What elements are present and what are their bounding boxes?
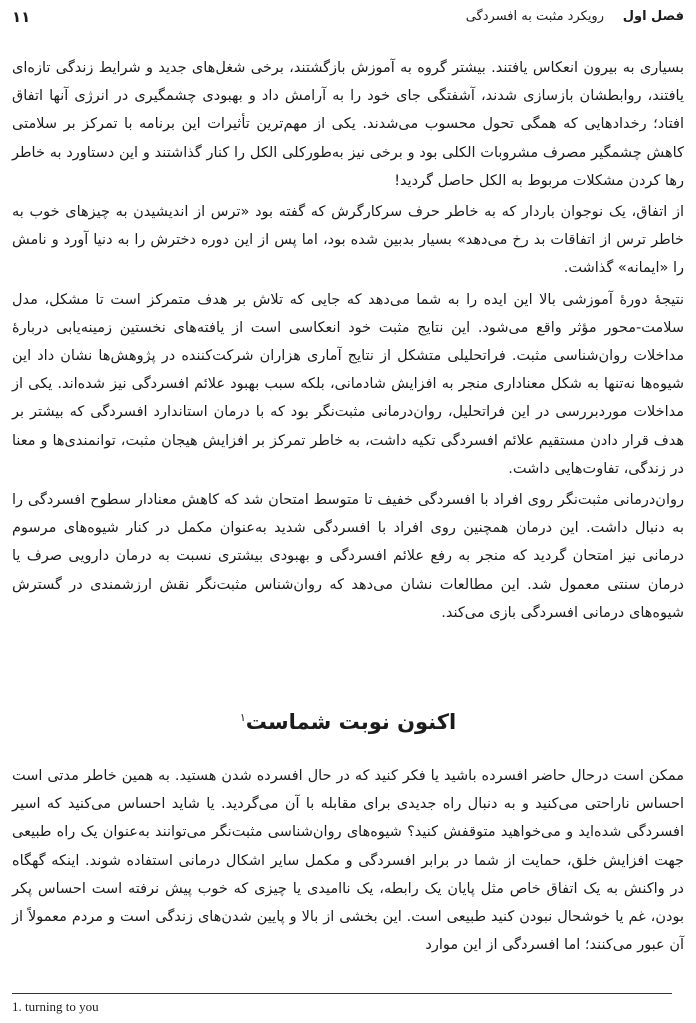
- section-body: [12, 762, 684, 962]
- paragraph-3: نتیجهٔ دورهٔ آموزشی بالا این ایده را به شما می‌دهد که جایی که تلاش بر هدف متمرکز است تا مشکل، مدل سلامت-محور مؤثر واقع می‌شود. این نتایج مثبت خود انعکاسی است از یافته‌های نخستین زمینه‌یابی دربارهٔ مداخلات روان‌شناسی مثبت. فراتحلیلی متشکل از نتایج آماری هزاران شرکت‌کننده در پژوهش‌ها نشان داد این شیوه‌ها نه‌تنها به شکل معناداری منجر به افزایش شادمانی، بلکه سبب بهبود علائم افسردگی نیز شده‌اند. یکی از مداخلات موردبررسی در این فراتحلیل، روان‌درمانی مثبت‌نگر بود که با درمان استاندارد افسردگی که بیشتر بر هدف قرار دادن مستقیم علائم افسردگی تکیه داشت، به خاطر تمرکز بر افزایش هیجان مثبت، توانمندی‌ها و معنا در زندگی، تفاوت‌هایی داشت.: [12, 291, 684, 477]
- section-heading-text: اکنون نوبت شماست: [245, 710, 457, 734]
- chapter-title: رویکرد مثبت به افسردگی: [465, 9, 604, 24]
- paragraph-2: از اتفاق، یک نوجوان باردار که به خاطر حرف سرکارگرش که گفته بود «ترس از اندیشیدن به چیزهای خوب به خاطر ترس از اتفاقات بد رخ می‌دهد» بسیار بدبین شده بود، اما پس از این دوره دخترش را به دنیا آورد و نامش را «ایمانه» گذاشت.: [12, 204, 684, 277]
- paragraph-4: روان‌درمانی مثبت‌نگر روی افراد با افسردگی خفیف تا متوسط امتحان شد که کاهش معنادار سطوح افسردگی را به دنبال داشت. این درمان همچنین روی افراد با افسردگی شدید به‌عنوان مکمل در کنار شیوه‌های مرسوم درمانی نیز امتحان گردید که منجر به رفع علائم افسردگی و بهبودی بیشتری نسبت به درمان دارویی صرف یا درمان سنتی معمول شد. این مطالعات نشان می‌دهد که روان‌شناس مثبت‌نگر نقش ارزشمندی در گسترش شیوه‌های درمانی افسردگی بازی می‌کند.: [12, 492, 684, 621]
- section-paragraph: ممکن است درحال حاضر افسرده باشید یا فکر کنید که در حال افسرده شدن هستید. به همین خاطر مدتی است احساس ناراحتی می‌کنید و به دنبال راه جدیدی برای مقابله با آن می‌گردید. یا شاید احساس می‌کنید که اسیر افسردگی شده‌اید و می‌خواهید متوقفش کنید؟ شیوه‌های روان‌شناسی مثبت‌نگر می‌توانند به‌عنوان یک راه طبیعی جهت افزایش خلق، حمایت از شما در برابر افسردگی و مکمل سایر اشکال درمانی استفاده شوند. اینکه گهگاه در واکنش به یک اتفاق خاص مثل پایان یک رابطه، یک ناامیدی یا چیزی که خوب پیش نرفته است احساس پکر بودن، غم یا خوشحال نبودن کنید طبیعی است. این بخشی از بالا و پایین شدن‌های زندگی است و مردم معمولاً از آن عبور می‌کنند؛ اما افسردگی از این موارد: [12, 768, 684, 954]
- footnote-marker: ۱: [239, 711, 246, 724]
- section-heading: [12, 710, 684, 734]
- page-number: ۱۱: [12, 8, 31, 26]
- chapter-label: فصل اول: [622, 9, 684, 24]
- footnote-divider: [12, 993, 672, 994]
- footnote: 1. turning to you: [12, 999, 99, 1014]
- running-header: [12, 8, 684, 32]
- body-text: [12, 54, 684, 630]
- paragraph-1: بسیاری به بیرون انعکاس یافتند. بیشتر گروه به آموزش بازگشتند، برخی شغل‌های جدید و شرایط زندگی تازه‌ای یافتند، روابطشان بازسازی شدند، آشفتگی جای خود را به آرامش داد و بهبودی چشمگیری در انرژی آنها اتفاق افتاد؛ رخدادهایی که همگی تحول محسوب می‌شدند. یکی از مهم‌ترین تأثیرات این برنامه با تمرکز بر سلامتی کاهش چشمگیر مصرف مشروبات الکلی بود و برخی نیز به‌طورکلی الکل را کنار گذاشتند و این دستاورد به خاطر رها کردن مشکلات مربوط به الکل حاصل گردید!: [12, 60, 684, 189]
